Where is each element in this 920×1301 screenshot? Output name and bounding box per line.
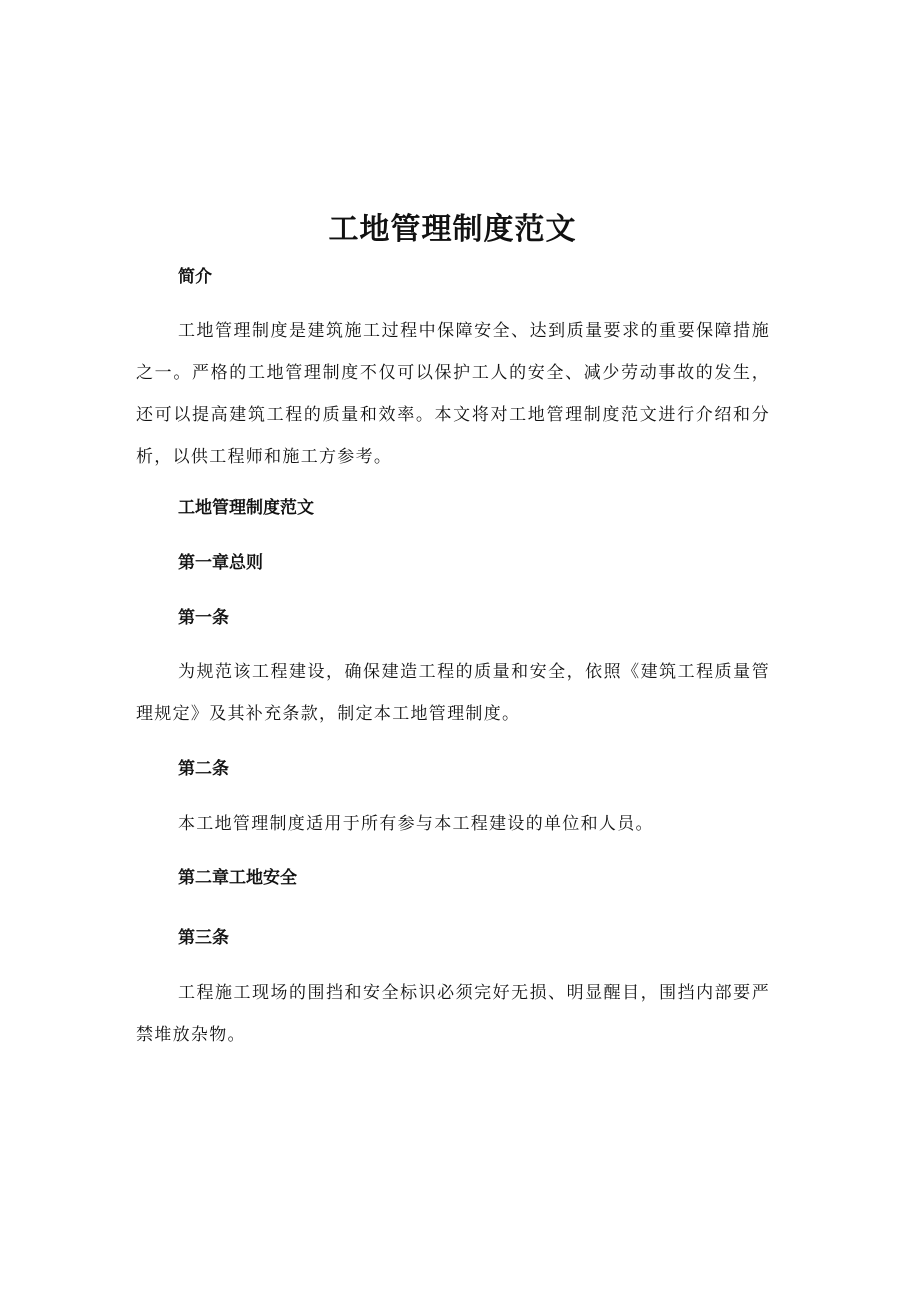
article2-text: 本工地管理制度适用于所有参与本工程建设的单位和人员。 bbox=[178, 814, 654, 834]
document-title: 工地管理制度范文 bbox=[328, 212, 577, 247]
intro-heading: 简介 bbox=[178, 267, 212, 287]
chapter1-heading: 第一章总则 bbox=[178, 553, 263, 573]
article2-heading: 第二条 bbox=[178, 759, 229, 779]
article1-heading: 第一条 bbox=[178, 608, 229, 628]
article3-heading: 第三条 bbox=[178, 928, 229, 948]
intro-paragraph: 工地管理制度是建筑施工过程中保障安全、达到质量要求的重要保障措施之一。严格的工地管理制度不仅可以保护工人的安全、减少劳动事故的发生，还可以提高建筑工程的质量和效率。本文将对工地管理制度范文进行介绍和分析，以供工程师和施工方参考。 bbox=[136, 321, 770, 467]
article3-text: 工程施工现场的围挡和安全标识必须完好无损、明显醒目，围挡内部要严禁堆放杂物。 bbox=[136, 983, 770, 1045]
section-heading: 工地管理制度范文 bbox=[178, 498, 314, 518]
article1-text: 为规范该工程建设，确保建造工程的质量和安全，依照《建筑工程质量管理规定》及其补充条款，制定本工地管理制度。 bbox=[136, 662, 770, 724]
chapter2-heading: 第二章工地安全 bbox=[178, 868, 297, 888]
